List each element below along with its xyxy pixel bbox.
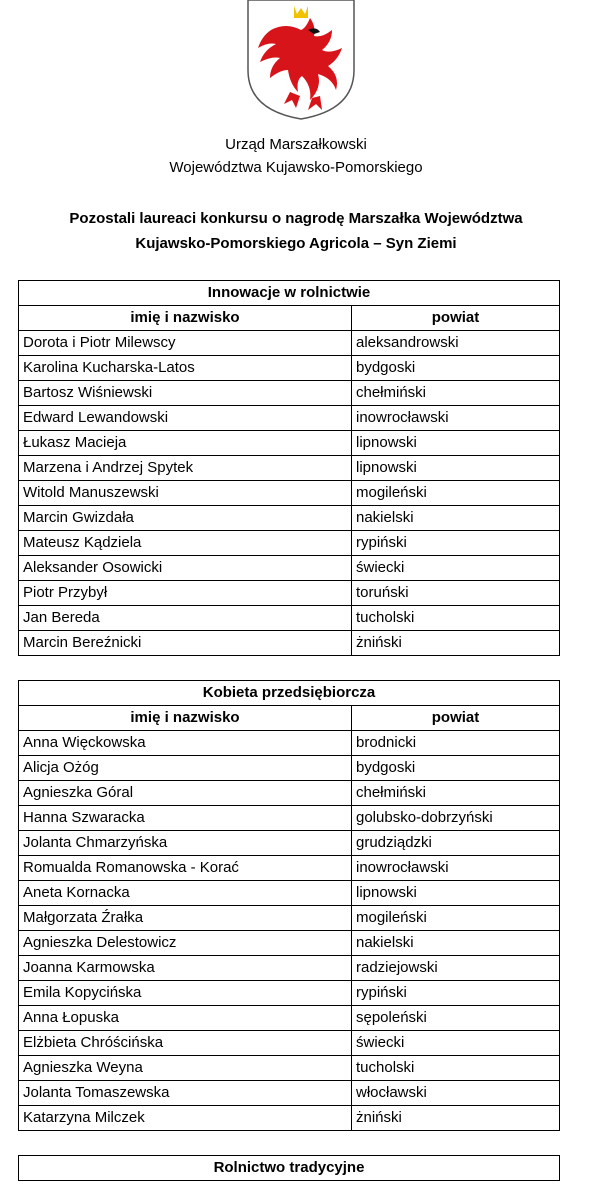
table-row bbox=[19, 1031, 560, 1056]
laureate-county: aleksandrowski bbox=[352, 331, 560, 356]
table-row bbox=[19, 431, 560, 456]
laureates-table bbox=[18, 680, 560, 1131]
laureate-county: rypiński bbox=[352, 981, 560, 1006]
table-row bbox=[19, 556, 560, 581]
table-row bbox=[19, 1081, 560, 1106]
table-row bbox=[19, 456, 560, 481]
table-row bbox=[19, 906, 560, 931]
office-line-2: Województwa Kujawsko-Pomorskiego bbox=[169, 159, 423, 176]
laureate-name: Katarzyna Milczek bbox=[19, 1106, 352, 1131]
laureate-name: Agnieszka Góral bbox=[19, 781, 352, 806]
laureate-name: Emila Kopycińska bbox=[19, 981, 352, 1006]
laureate-county: świecki bbox=[352, 556, 560, 581]
laureate-county: tucholski bbox=[352, 606, 560, 631]
laureate-name: Marzena i Andrzej Spytek bbox=[19, 456, 352, 481]
laureate-name: Joanna Karmowska bbox=[19, 956, 352, 981]
laureate-name: Jolanta Tomaszewska bbox=[19, 1081, 352, 1106]
heading-line-2: Kujawsko-Pomorskiego Agricola – Syn Ziemi bbox=[135, 235, 457, 252]
laureate-name: Romualda Romanowska - Korać bbox=[19, 856, 352, 881]
laureate-name: Agnieszka Delestowicz bbox=[19, 931, 352, 956]
laureate-county: lipnowski bbox=[352, 881, 560, 906]
laureate-county: inowrocławski bbox=[352, 406, 560, 431]
table-row bbox=[19, 581, 560, 606]
column-header-county: powiat bbox=[352, 306, 560, 331]
laureate-name: Aneta Kornacka bbox=[19, 881, 352, 906]
laureate-name: Witold Manuszewski bbox=[19, 481, 352, 506]
laureate-name: Mateusz Kądziela bbox=[19, 531, 352, 556]
laureate-county: nakielski bbox=[352, 506, 560, 531]
laureate-county: sępoleński bbox=[352, 1006, 560, 1031]
laureates-table bbox=[18, 1155, 560, 1181]
column-header-county: powiat bbox=[352, 706, 560, 731]
laureate-county: golubsko-dobrzyński bbox=[352, 806, 560, 831]
table-row bbox=[19, 481, 560, 506]
section-title: Kobieta przedsiębiorcza bbox=[19, 681, 560, 706]
laureate-county: żniński bbox=[352, 1106, 560, 1131]
office-name bbox=[0, 133, 592, 179]
laureate-name: Dorota i Piotr Milewscy bbox=[19, 331, 352, 356]
document-heading bbox=[0, 206, 592, 256]
laureate-name: Bartosz Wiśniewski bbox=[19, 381, 352, 406]
laureate-county: toruński bbox=[352, 581, 560, 606]
heading-line-1: Pozostali laureaci konkursu o nagrodę Marszałka Województwa bbox=[69, 210, 523, 227]
laureate-name: Elżbieta Chróścińska bbox=[19, 1031, 352, 1056]
section-title: Rolnictwo tradycyjne bbox=[19, 1156, 560, 1181]
laureate-name: Piotr Przybył bbox=[19, 581, 352, 606]
table-row bbox=[19, 756, 560, 781]
laureate-county: tucholski bbox=[352, 1056, 560, 1081]
table-row bbox=[19, 631, 560, 656]
laureates-table bbox=[18, 280, 560, 656]
section-title: Innowacje w rolnictwie bbox=[19, 281, 560, 306]
laureate-county: inowrocławski bbox=[352, 856, 560, 881]
laureate-county: nakielski bbox=[352, 931, 560, 956]
laureate-county: grudziądzki bbox=[352, 831, 560, 856]
table-row bbox=[19, 731, 560, 756]
laureate-county: radziejowski bbox=[352, 956, 560, 981]
table-row bbox=[19, 981, 560, 1006]
laureate-name: Aleksander Osowicki bbox=[19, 556, 352, 581]
table-row bbox=[19, 606, 560, 631]
table-row bbox=[19, 956, 560, 981]
table-row bbox=[19, 831, 560, 856]
laureate-county: chełmiński bbox=[352, 381, 560, 406]
laureate-county: lipnowski bbox=[352, 431, 560, 456]
table-row bbox=[19, 881, 560, 906]
laureate-county: mogileński bbox=[352, 481, 560, 506]
laureate-name: Hanna Szwaracka bbox=[19, 806, 352, 831]
table-row bbox=[19, 506, 560, 531]
laureate-county: chełmiński bbox=[352, 781, 560, 806]
table-row bbox=[19, 406, 560, 431]
laureate-name: Edward Lewandowski bbox=[19, 406, 352, 431]
laureate-county: bydgoski bbox=[352, 756, 560, 781]
laureate-county: bydgoski bbox=[352, 356, 560, 381]
laureate-name: Jolanta Chmarzyńska bbox=[19, 831, 352, 856]
laureate-county: żniński bbox=[352, 631, 560, 656]
laureate-name: Marcin Bereźnicki bbox=[19, 631, 352, 656]
coat-of-arms-icon bbox=[246, 0, 356, 120]
laureate-name: Karolina Kucharska-Latos bbox=[19, 356, 352, 381]
laureate-county: brodnicki bbox=[352, 731, 560, 756]
laureate-county: mogileński bbox=[352, 906, 560, 931]
table-row bbox=[19, 856, 560, 881]
table-row bbox=[19, 1106, 560, 1131]
laureate-county: lipnowski bbox=[352, 456, 560, 481]
laureate-name: Małgorzata Źrałka bbox=[19, 906, 352, 931]
table-row bbox=[19, 781, 560, 806]
table-row bbox=[19, 931, 560, 956]
table-row bbox=[19, 531, 560, 556]
table-row bbox=[19, 1006, 560, 1031]
laureate-name: Anna Łopuska bbox=[19, 1006, 352, 1031]
laureate-name: Marcin Gwizdała bbox=[19, 506, 352, 531]
laureate-county: włocławski bbox=[352, 1081, 560, 1106]
office-line-1: Urząd Marszałkowski bbox=[225, 136, 367, 153]
table-row bbox=[19, 331, 560, 356]
table-row bbox=[19, 381, 560, 406]
laureate-name: Łukasz Macieja bbox=[19, 431, 352, 456]
laureate-name: Agnieszka Weyna bbox=[19, 1056, 352, 1081]
laureate-name: Jan Bereda bbox=[19, 606, 352, 631]
column-header-name: imię i nazwisko bbox=[19, 706, 352, 731]
laureate-county: rypiński bbox=[352, 531, 560, 556]
table-row bbox=[19, 1056, 560, 1081]
table-row bbox=[19, 806, 560, 831]
laureate-county: świecki bbox=[352, 1031, 560, 1056]
laureate-name: Anna Więckowska bbox=[19, 731, 352, 756]
column-header-name: imię i nazwisko bbox=[19, 306, 352, 331]
table-row bbox=[19, 356, 560, 381]
laureate-name: Alicja Ożóg bbox=[19, 756, 352, 781]
